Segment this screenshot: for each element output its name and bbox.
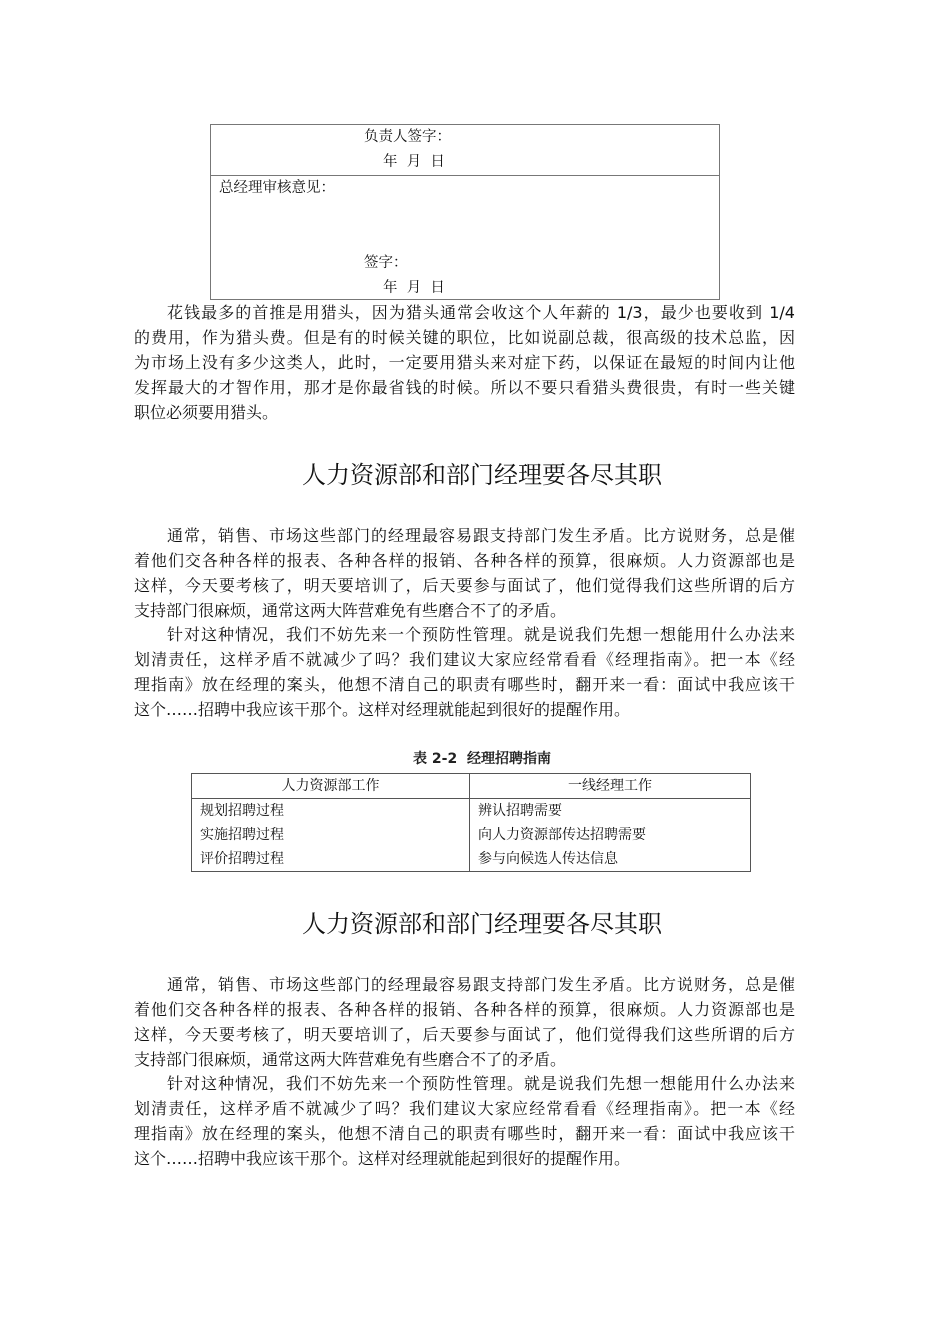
table-cell: 向人力资源部传达招聘需要	[478, 827, 646, 843]
recruitment-guide-table	[191, 773, 751, 872]
gm-review-label: 总经理审核意见：	[219, 180, 335, 196]
paragraph-line: 通常，销售、市场这些部门的经理最容易跟支持部门发生矛盾。比方说财务，总是催	[167, 526, 795, 545]
paragraph-line: 为市场上没有多少这类人，此时，一定要用猎头来对症下药，以保证在最短的时间内让他	[134, 353, 795, 372]
table-row	[192, 847, 751, 872]
owner-date-label: 年 月 日	[383, 154, 445, 170]
paragraph-line: 支持部门很麻烦，通常这两大阵营难免有些磨合不了的矛盾。	[134, 601, 567, 620]
table-cell: 评价招聘过程	[192, 847, 470, 872]
section-paragraph	[134, 972, 795, 1072]
paragraph-line: 这个……招聘中我应该干那个。这样对经理就能起到很好的提醒作用。	[134, 1149, 631, 1168]
section-paragraph	[134, 523, 795, 623]
paragraph-line: 发挥最大的才智作用，那才是你最省钱的时候。所以不要只看猎头费很贵，有时一些关键	[134, 378, 795, 397]
paragraph-line: 的费用，作为猎头费。但是有的时候关键的职位，比如说副总裁，很高级的技术总监，因	[134, 328, 795, 347]
section-paragraph	[134, 622, 795, 722]
table-header-row	[192, 774, 751, 799]
paragraph-line: 理指南》放在经理的案头，他想不清自己的职责有哪些时，翻开来一看：面试中我应该干	[134, 1124, 795, 1143]
intro-paragraph	[134, 300, 795, 425]
paragraph-line: 划清责任，这样矛盾不就减少了吗？我们建议大家应经常看看《经理指南》。把一本《经	[134, 650, 795, 669]
paragraph-line: 通常，销售、市场这些部门的经理最容易跟支持部门发生矛盾。比方说财务，总是催	[167, 975, 795, 994]
section-paragraph	[134, 1071, 795, 1171]
approval-form-table	[210, 124, 720, 300]
paragraph-line: 针对这种情况，我们不妨先来一个预防性管理。就是说我们先想一想能用什么办法来	[167, 1074, 795, 1093]
table-header-cell: 人力资源部工作	[192, 774, 470, 799]
section-title: 人力资源部和部门经理要各尽其职	[302, 461, 662, 489]
paragraph-line: 这样，今天要考核了，明天要培训了，后天要参与面试了，他们觉得我们这些所谓的后方	[134, 576, 795, 595]
paragraph-line: 针对这种情况，我们不妨先来一个预防性管理。就是说我们先想一想能用什么办法来	[167, 625, 795, 644]
paragraph-line: 着他们交各种各样的报表、各种各样的报销、各种各样的预算，很麻烦。人力资源部也是	[134, 1000, 795, 1019]
table-caption: 表 2-2 经理招聘指南	[413, 751, 551, 767]
table-cell: 规划招聘过程	[192, 799, 470, 824]
table-cell: 辨认招聘需要	[478, 803, 562, 819]
table-header-cell: 一线经理工作	[470, 774, 751, 799]
paragraph-line: 划清责任，这样矛盾不就减少了吗？我们建议大家应经常看看《经理指南》。把一本《经	[134, 1099, 795, 1118]
gm-date-label: 年 月 日	[383, 280, 445, 296]
paragraph-line: 着他们交各种各样的报表、各种各样的报销、各种各样的预算，很麻烦。人力资源部也是	[134, 551, 795, 570]
paragraph-line: 花钱最多的首推是用猎头，因为猎头通常会收这个人年薪的 1/3，最少也要收到 1/4	[167, 303, 795, 322]
table-cell: 实施招聘过程	[192, 823, 470, 847]
owner-signature-label: 负责人签字：	[364, 129, 451, 145]
table-cell: 参与向候选人传达信息	[478, 851, 618, 867]
form-row-divider	[211, 175, 719, 176]
table-row	[192, 799, 751, 824]
table-row	[192, 823, 751, 847]
gm-signature-label: 签字：	[364, 255, 408, 271]
paragraph-line: 理指南》放在经理的案头，他想不清自己的职责有哪些时，翻开来一看：面试中我应该干	[134, 675, 795, 694]
paragraph-line: 支持部门很麻烦，通常这两大阵营难免有些磨合不了的矛盾。	[134, 1050, 567, 1069]
paragraph-line: 这个……招聘中我应该干那个。这样对经理就能起到很好的提醒作用。	[134, 700, 631, 719]
section-title: 人力资源部和部门经理要各尽其职	[302, 910, 662, 938]
paragraph-line: 职位必须要用猎头。	[134, 403, 279, 422]
paragraph-line: 这样，今天要考核了，明天要培训了，后天要参与面试了，他们觉得我们这些所谓的后方	[134, 1025, 795, 1044]
